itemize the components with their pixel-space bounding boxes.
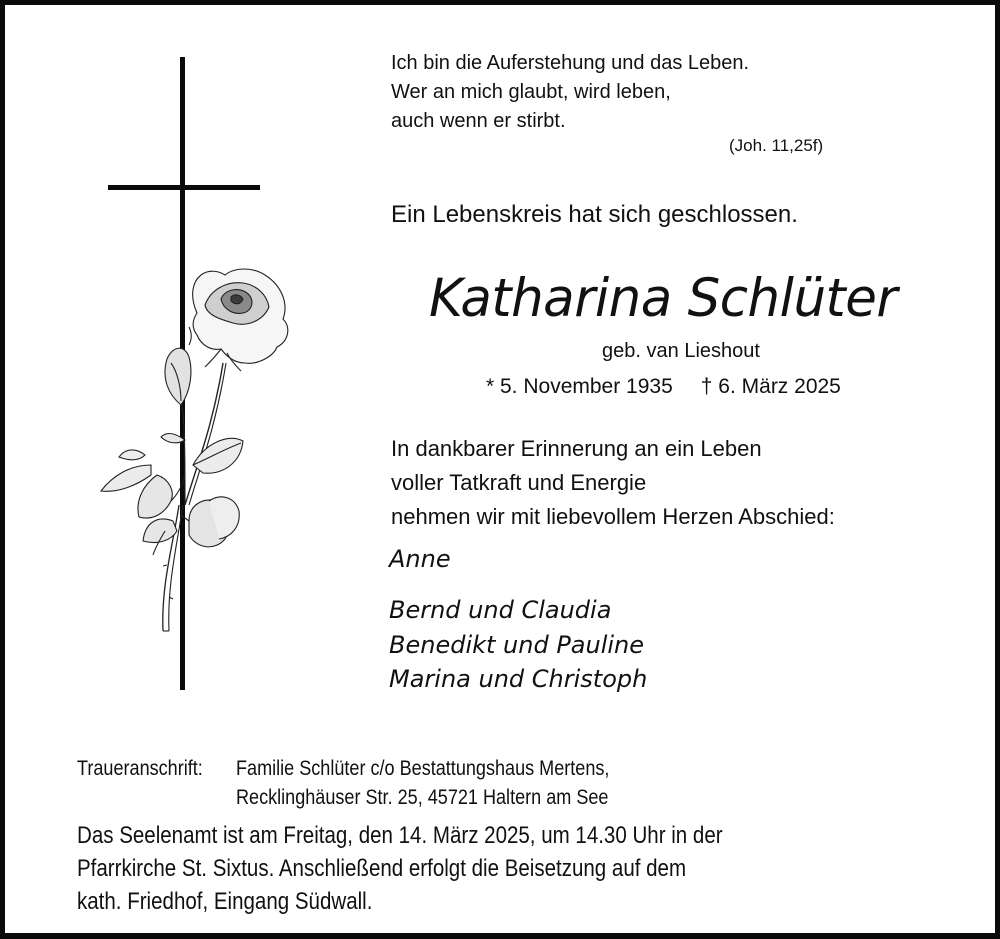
farewell-text [391,432,835,534]
service-details [77,819,723,918]
farewell-line: voller Tatkraft und Energie [391,470,647,495]
mourner-name: Anne [389,545,451,573]
life-dates [486,375,841,399]
mourner-name: Marina und Christoph [389,665,648,693]
mourner-name: Benedikt und Pauline [389,631,645,659]
maiden-name-row [5,340,1000,363]
address-line-1: Familie Schlüter c/o Bestattungshaus Mertens, [236,757,610,780]
verse-line: Ich bin die Auferstehung und das Leben. [391,52,750,74]
address-label: Traueranschrift: [77,757,203,780]
verse-line: auch wenn er stirbt. [391,110,566,132]
deceased-name: Katharina Schlüter [429,268,898,329]
bible-verse [391,49,749,136]
lead-line: Ein Lebenskreis hat sich geschlossen. [391,201,798,228]
farewell-line: In dankbarer Erinnerung an ein Leben [391,436,762,461]
death-date: † 6. März 2025 [700,375,841,398]
service-line: kath. Friedhof, Eingang Südwall. [77,888,373,915]
birth-date: * 5. November 1935 [486,375,673,398]
verse-reference: (Joh. 11,25f) [729,136,824,155]
address-line-2: Recklinghäuser Str. 25, 45721 Haltern am See [236,786,609,809]
maiden-name: geb. van Lieshout [602,340,760,362]
rose-icon [101,269,288,631]
service-line: Pfarrkirche St. Sixtus. Anschließend erfolgt die Beisetzung auf dem [77,855,687,882]
mourner-name: Bernd und Claudia [389,596,612,624]
verse-line: Wer an mich glaubt, wird leben, [391,81,671,103]
farewell-line: nehmen wir mit liebevollem Herzen Abschied: [391,504,835,529]
service-line: Das Seelenamt ist am Freitag, den 14. März 2025, um 14.30 Uhr in der [77,822,723,849]
cross-and-rose-illustration [85,45,305,705]
